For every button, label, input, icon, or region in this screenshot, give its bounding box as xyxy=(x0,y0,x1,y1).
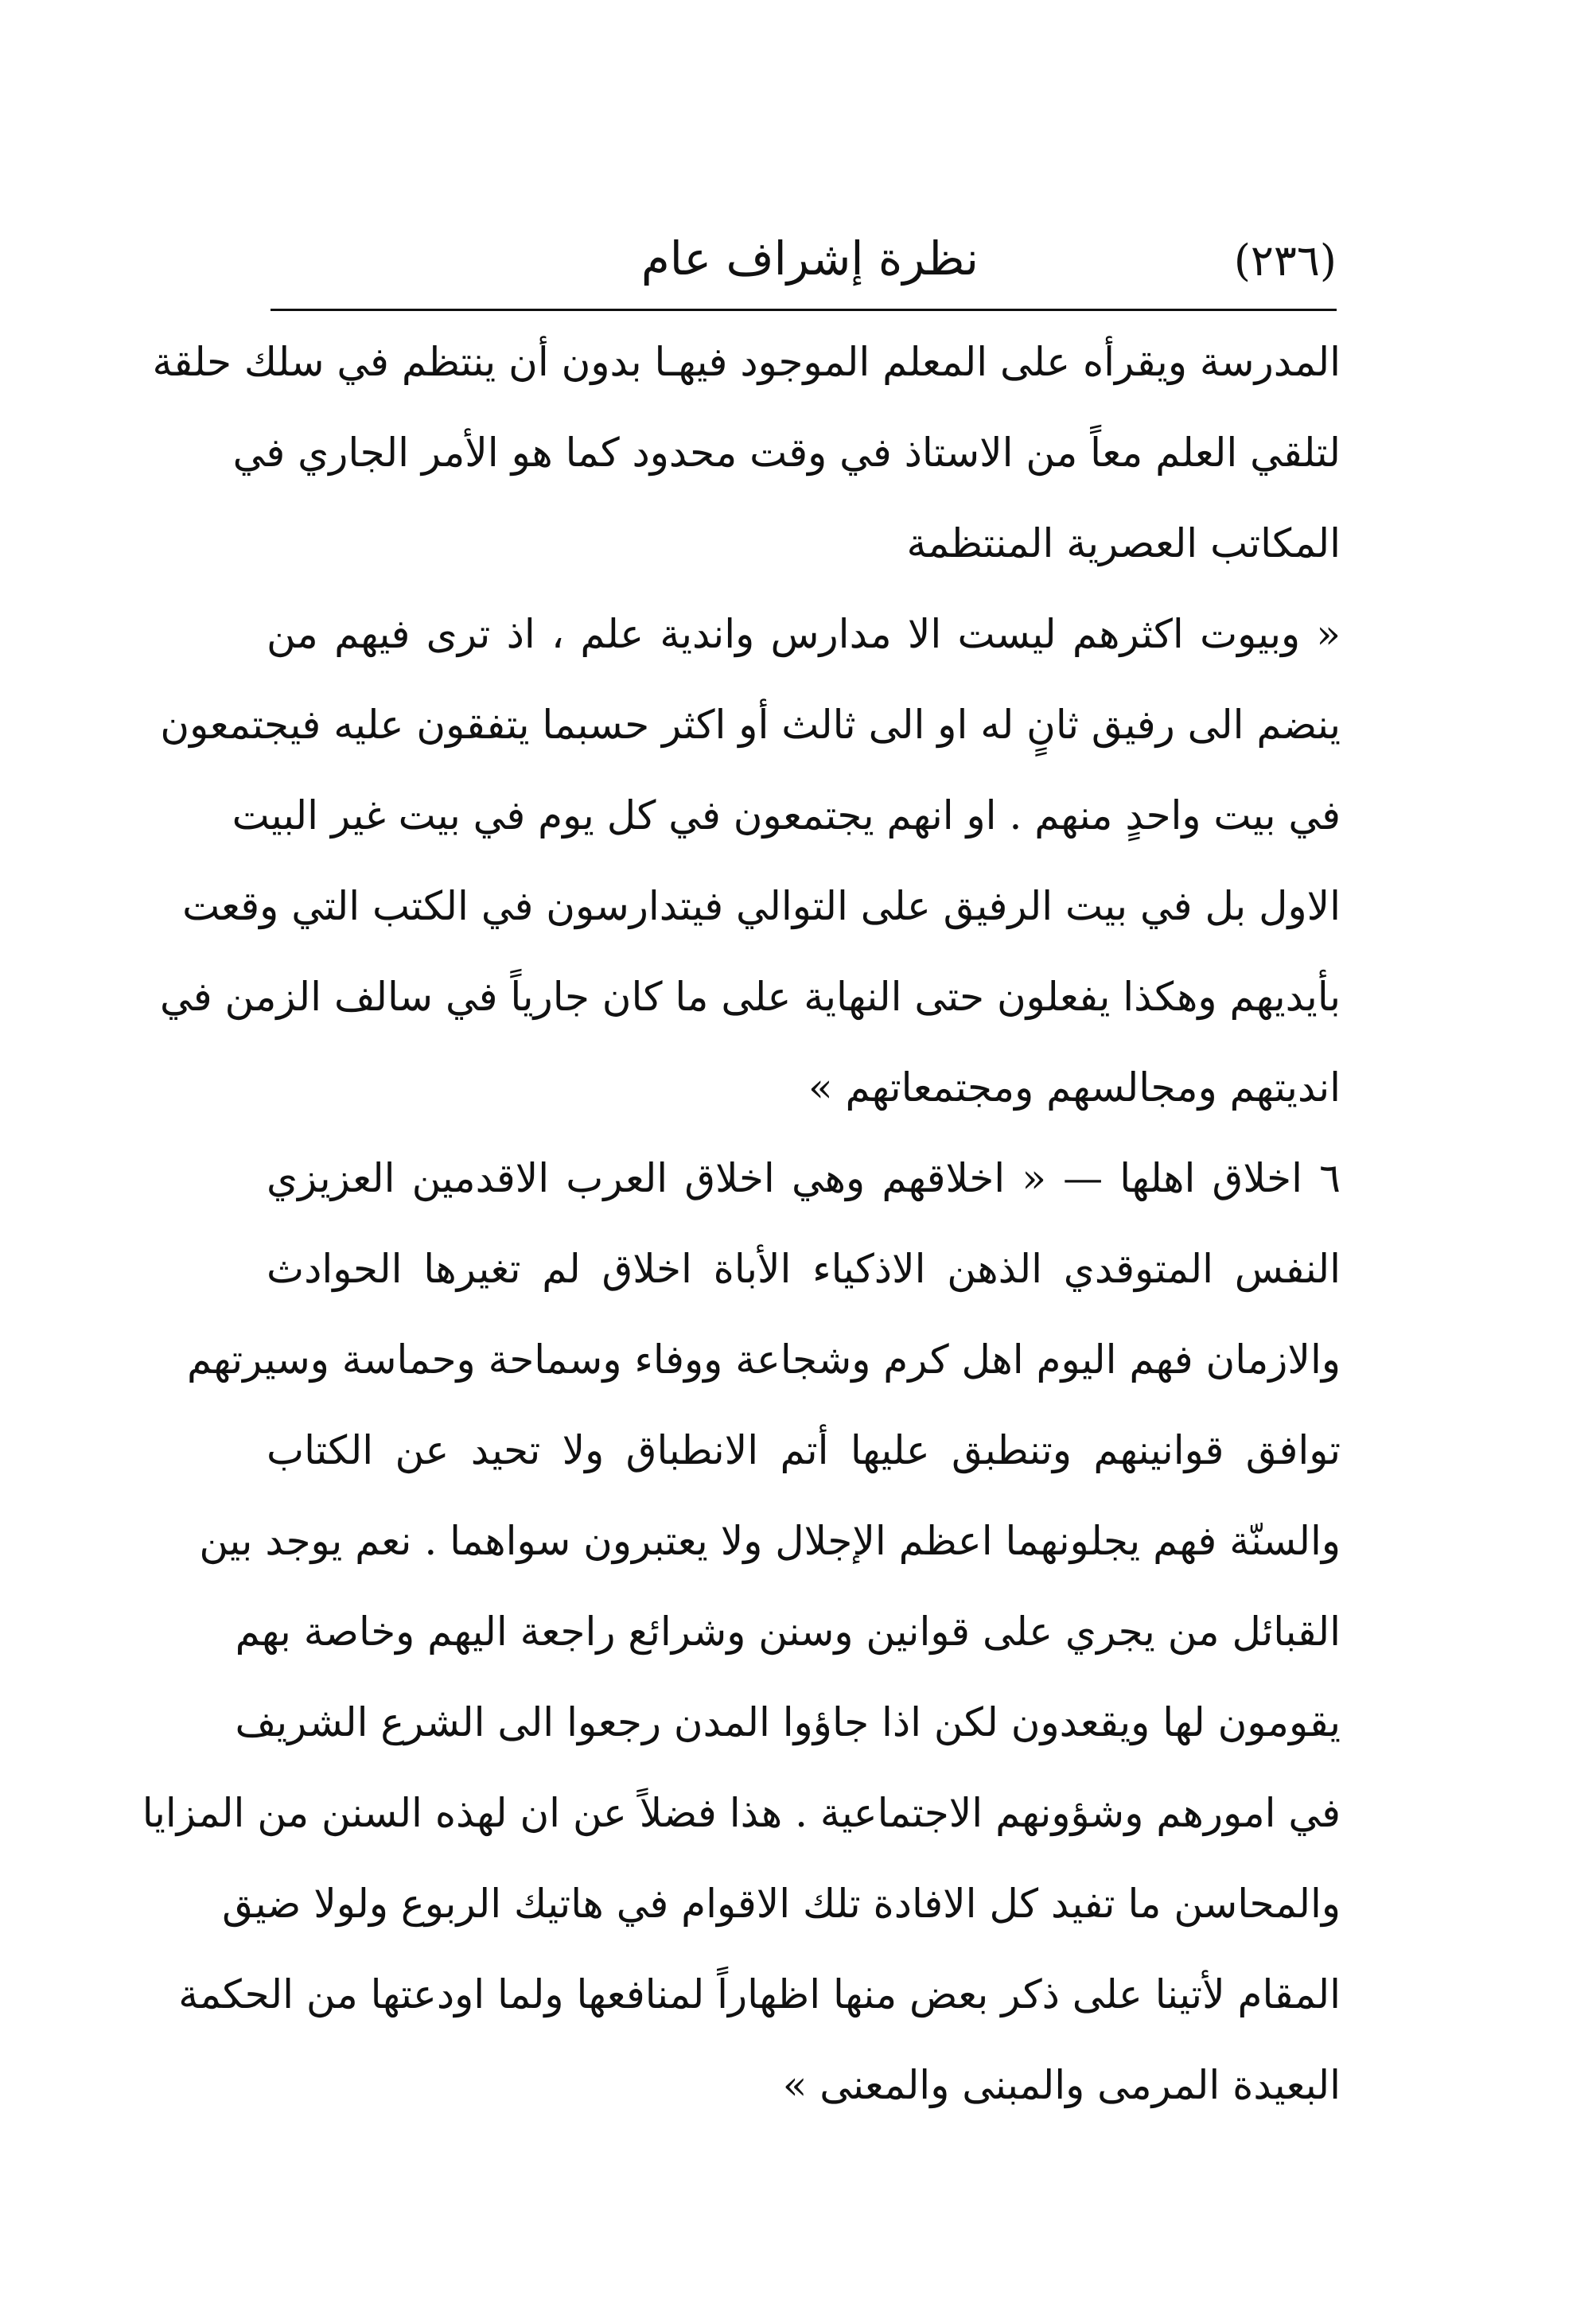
running-title: نظرة إشراف عام xyxy=(640,231,979,286)
text-line: بأيديهم وهكذا يفعلون حتى النهاية على ما كان جارياً في سالف الزمن في xyxy=(160,974,1341,1020)
text-line: المكاتب العصرية المنتظمة xyxy=(906,520,1341,566)
text-line: في امورهم وشؤونهم الاجتماعية . هذا فضلاً عن ان لهذه السنن من المزايا xyxy=(142,1790,1341,1836)
text-line: والسنّة فهم يجلونهما اعظم الإجلال ولا يعتبرون سواهما . نعم يوجد بين xyxy=(199,1518,1341,1564)
header-divider xyxy=(271,309,1337,311)
text-line: ينضم الى رفيق ثانٍ له او الى ثالث أو اكثر حسبما يتفقون عليه فيجتمعون xyxy=(160,702,1341,748)
text-line: البعيدة المرمى والمبنى والمعنى » xyxy=(782,2062,1341,2108)
text-line: المقام لأتينا على ذكر بعض منها اظهاراً لمنافعها ولما اودعتها من الحكمة xyxy=(178,1971,1341,2017)
text-line: توافق قوانينهم وتنطبق عليها أتم الانطباق ولا تحيد عن الكتاب xyxy=(267,1427,1341,1473)
text-line: والمحاسن ما تفيد كل الافادة تلك الاقوام في هاتيك الربوع ولولا ضيق xyxy=(222,1881,1341,1927)
running-head xyxy=(263,231,1337,294)
text-line: الاول بل في بيت الرفيق على التوالي فيتدارسون في الكتب التي وقعت xyxy=(182,883,1341,929)
text-line: القبائل من يجري على قوانين وسنن وشرائع راجعة اليهم وخاصة بهم xyxy=(235,1609,1341,1655)
text-line: في بيت واحدٍ منهم . او انهم يجتمعون في كل يوم في بيت غير البيت xyxy=(232,792,1341,838)
text-line: لتلقي العلم معاً من الاستاذ في وقت محدود كما هو الأمر الجاري في xyxy=(232,430,1341,476)
text-line: انديتهم ومجالسهم ومجتمعاتهم » xyxy=(808,1064,1341,1111)
body-text xyxy=(142,317,1341,2130)
text-line: يقومون لها ويقعدون لكن اذا جاؤوا المدن رجعوا الى الشرع الشريف xyxy=(235,1699,1341,1745)
text-line: المدرسة ويقرأه على المعلم الموجود فيهـا بدون أن ينتظم في سلك حلقة xyxy=(152,339,1341,385)
text-line: والازمان فهم اليوم اهل كرم وشجاعة ووفاء وسماحة وحماسة وسيرتهم xyxy=(186,1336,1341,1383)
text-line: « وبيوت اكثرهم ليست الا مدارس واندية علم ، اذ ترى فيهم من xyxy=(267,611,1341,657)
text-line: ٦ اخلاق اهلها — « اخلاقهم وهي اخلاق العرب الاقدمين العزيزي xyxy=(267,1155,1341,1201)
text-line: النفس المتوقدي الذهن الاذكياء الأباة اخلاق لم تغيرها الحوادث xyxy=(267,1246,1341,1292)
page-number: (٢٣٦) xyxy=(1233,235,1337,286)
